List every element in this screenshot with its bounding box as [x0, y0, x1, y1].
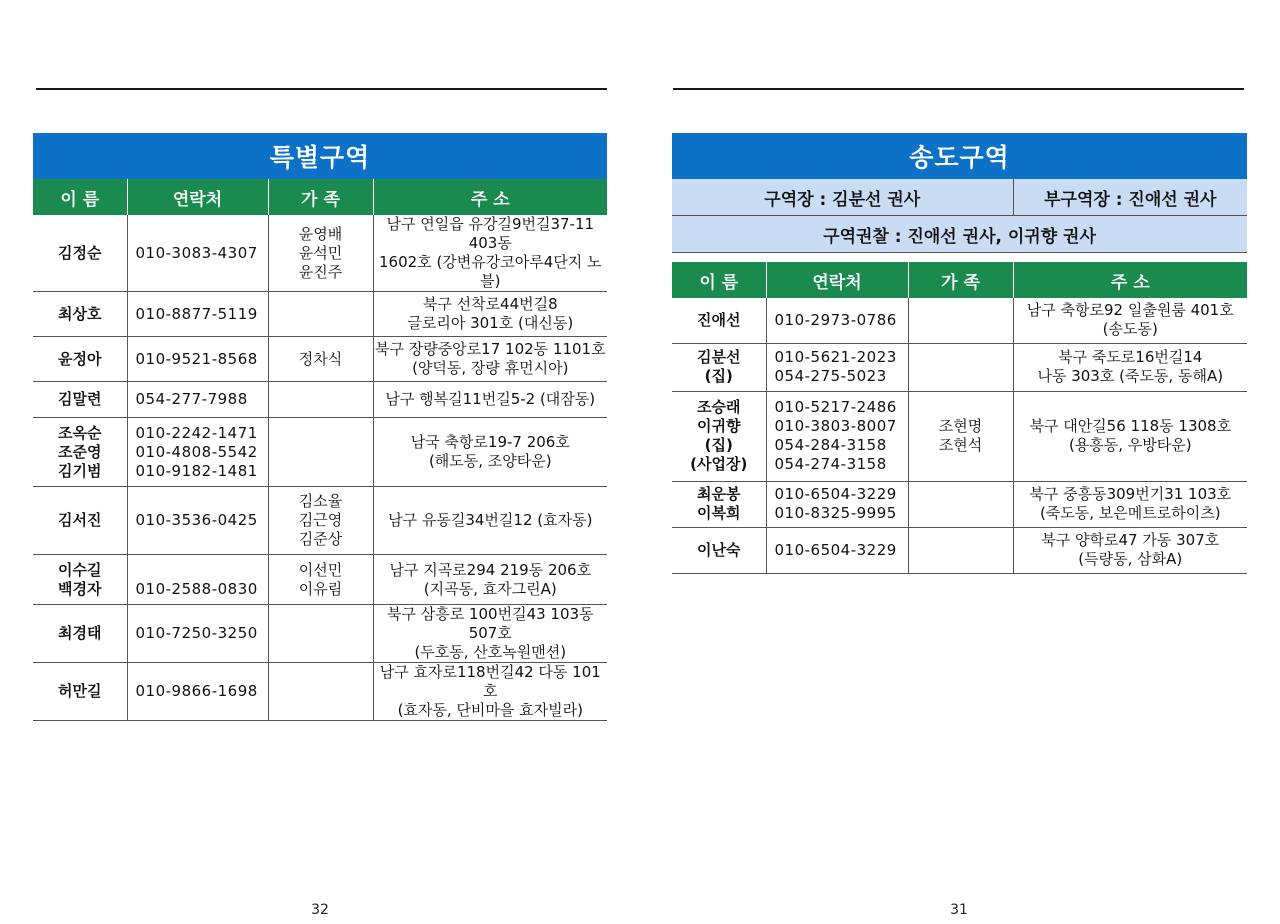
- member-family: [908, 527, 1013, 573]
- member-family: 김소율 김근영 김준상: [268, 487, 373, 555]
- right-district-title: 송도구역: [672, 133, 1247, 179]
- member-address: 남구 행복길11번길5-2 (대잠동): [373, 382, 607, 418]
- member-phone: 010-7250-3250: [127, 605, 268, 663]
- member-name: 최경태: [33, 605, 127, 663]
- table-row: [672, 527, 1247, 573]
- member-phone: 010-2973-0786: [766, 298, 908, 343]
- member-name: 허만길: [33, 663, 127, 721]
- member-family: 이선민 이유림: [268, 555, 373, 605]
- member-address: 북구 대안길56 118동 1308호 (용흥동, 우방타운): [1013, 391, 1247, 481]
- table-row: [33, 382, 607, 418]
- member-phone: 010-6504-3229 010-8325-9995: [766, 481, 908, 527]
- table-row: [672, 298, 1247, 343]
- member-phone: 010-3083-4307: [127, 215, 268, 292]
- header-phone: 연락처: [127, 179, 268, 215]
- table-row: [33, 555, 607, 605]
- member-family: [268, 663, 373, 721]
- member-family: [268, 382, 373, 418]
- member-family: [268, 292, 373, 337]
- member-phone: 010-3536-0425: [127, 487, 268, 555]
- table-row: [672, 391, 1247, 481]
- leaders-row: [672, 179, 1247, 216]
- member-address: 북구 중흥동309번기31 103호 (죽도동, 보은메트로하이츠): [1013, 481, 1247, 527]
- member-family: 조현명 조현석: [908, 391, 1013, 481]
- member-address: 남구 유동길34번길12 (효자동): [373, 487, 607, 555]
- member-phone: 010-9866-1698: [127, 663, 268, 721]
- header-name: 이 름: [33, 179, 127, 215]
- left-page-number: 32: [311, 902, 329, 918]
- district-leader: 구역장 : 김분선 권사: [672, 179, 1013, 216]
- left-top-rule: [36, 88, 607, 90]
- member-address: 남구 지곡로294 219동 206호 (지곡동, 효자그린A): [373, 555, 607, 605]
- district-sub-leader: 부구역장 : 진애선 권사: [1013, 179, 1247, 216]
- member-phone: 010-5217-2486 010-3803-8007 054-284-3158 054-274-3158: [766, 391, 908, 481]
- member-name: 최운봉 이복희: [672, 481, 766, 527]
- table-row: [33, 418, 607, 487]
- member-family: [268, 605, 373, 663]
- member-family: [268, 418, 373, 487]
- member-phone: 010-9521-8568: [127, 337, 268, 382]
- member-name: 진애선: [672, 298, 766, 343]
- member-address: 남구 효자로118번길42 다동 101호 (효자동, 단비마을 효자빌라): [373, 663, 607, 721]
- header-address: 주 소: [373, 179, 607, 215]
- table-row: [672, 343, 1247, 391]
- member-name: 김정순: [33, 215, 127, 292]
- member-family: [908, 298, 1013, 343]
- left-district-table: [33, 133, 607, 721]
- member-phone: 010-2588-0830: [127, 555, 268, 605]
- left-district-title: 특별구역: [33, 133, 607, 179]
- district-advisor: 구역권찰 : 진애선 권사, 이귀향 권사: [672, 216, 1247, 253]
- member-address: 북구 선착로44번길8 글로리아 301호 (대신동): [373, 292, 607, 337]
- member-address: 남국 축항로19-7 206호 (해도동, 조양타운): [373, 418, 607, 487]
- member-name: 이수길 백경자: [33, 555, 127, 605]
- table-row: [33, 663, 607, 721]
- table-row: [672, 481, 1247, 527]
- table-row: [33, 337, 607, 382]
- member-family: 윤영배 윤석민 윤진주: [268, 215, 373, 292]
- table-row: [33, 292, 607, 337]
- header-address: 주 소: [1013, 262, 1247, 298]
- member-name: 최상호: [33, 292, 127, 337]
- right-header-row: [672, 262, 1247, 298]
- member-phone: 010-6504-3229: [766, 527, 908, 573]
- right-top-rule: [673, 88, 1244, 90]
- member-address: 북구 죽도로16번길14 나동 303호 (죽도동, 동해A): [1013, 343, 1247, 391]
- member-address: 남구 축항로92 일출원룸 401호 (송도동): [1013, 298, 1247, 343]
- member-name: 김말련: [33, 382, 127, 418]
- member-family: [908, 343, 1013, 391]
- member-phone: 010-5621-2023 054-275-5023: [766, 343, 908, 391]
- member-address: 북구 삼흥로 100번길43 103동 507호 (두호동, 산호녹원맨션): [373, 605, 607, 663]
- header-family: 가 족: [908, 262, 1013, 298]
- member-phone: 054-277-7988: [127, 382, 268, 418]
- member-name: 김서진: [33, 487, 127, 555]
- header-phone: 연락처: [766, 262, 908, 298]
- table-row: [33, 487, 607, 555]
- left-header-row: [33, 179, 607, 215]
- right-page-number: 31: [950, 902, 968, 918]
- member-name: 조승래 이귀향 (집) (사업장): [672, 391, 766, 481]
- member-family: [908, 481, 1013, 527]
- member-name: 조옥순 조준영 김기범: [33, 418, 127, 487]
- member-address: 북구 장량중앙로17 102동 1101호 (양덕동, 장량 휴먼시아): [373, 337, 607, 382]
- member-address: 남구 연일읍 유강길9번길37-11 403동 1602호 (강변유강코아루4단지 노블): [373, 215, 607, 292]
- member-address: 북구 양학로47 가동 307호 (득량동, 삼화A): [1013, 527, 1247, 573]
- advisor-row: [672, 216, 1247, 253]
- member-name: 이난숙: [672, 527, 766, 573]
- table-row: [33, 215, 607, 292]
- member-family: 정차식: [268, 337, 373, 382]
- member-name: 윤정아: [33, 337, 127, 382]
- header-name: 이 름: [672, 262, 766, 298]
- right-district-table: [672, 133, 1247, 574]
- member-phone: 010-2242-1471 010-4808-5542 010-9182-1481: [127, 418, 268, 487]
- table-row: [33, 605, 607, 663]
- member-phone: 010-8877-5119: [127, 292, 268, 337]
- header-family: 가 족: [268, 179, 373, 215]
- member-name: 김분선 (집): [672, 343, 766, 391]
